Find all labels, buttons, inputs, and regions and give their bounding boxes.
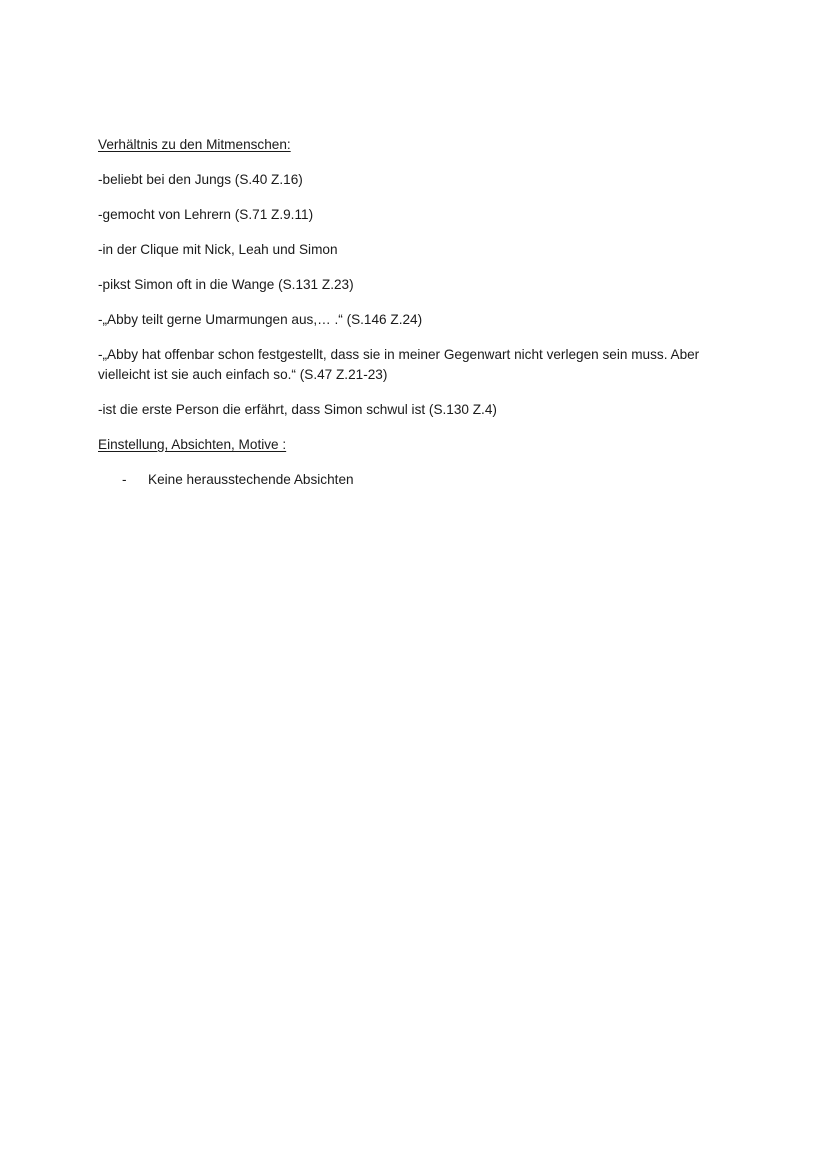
bullet-marker: - [122,472,127,487]
bullet-list-item [98,470,738,490]
list-item: -gemocht von Lehrern (S.71 Z.9.11) [98,207,314,222]
list-item: -„Abby hat offenbar schon festgestellt, dass sie in meiner Gegenwart nicht verlegen sein muss. Aber vielleicht ist sie auch einfach so.“ (S.47 Z.21-23) [98,347,700,382]
section-heading-relationships: Verhältnis zu den Mitmenschen: [98,137,291,152]
list-item: -pikst Simon oft in die Wange (S.131 Z.23) [98,277,354,292]
list-item: -beliebt bei den Jungs (S.40 Z.16) [98,172,303,187]
bullet-text: Keine herausstechende Absichten [148,472,354,487]
section-heading-attitude: Einstellung, Absichten, Motive : [98,437,287,452]
list-item: -„Abby teilt gerne Umarmungen aus,… .“ (S.146 Z.24) [98,312,423,327]
list-item: -ist die erste Person die erfährt, dass Simon schwul ist (S.130 Z.4) [98,402,497,417]
list-item: -in der Clique mit Nick, Leah und Simon [98,242,338,257]
document-content [98,135,738,490]
bullet-list [98,470,738,490]
